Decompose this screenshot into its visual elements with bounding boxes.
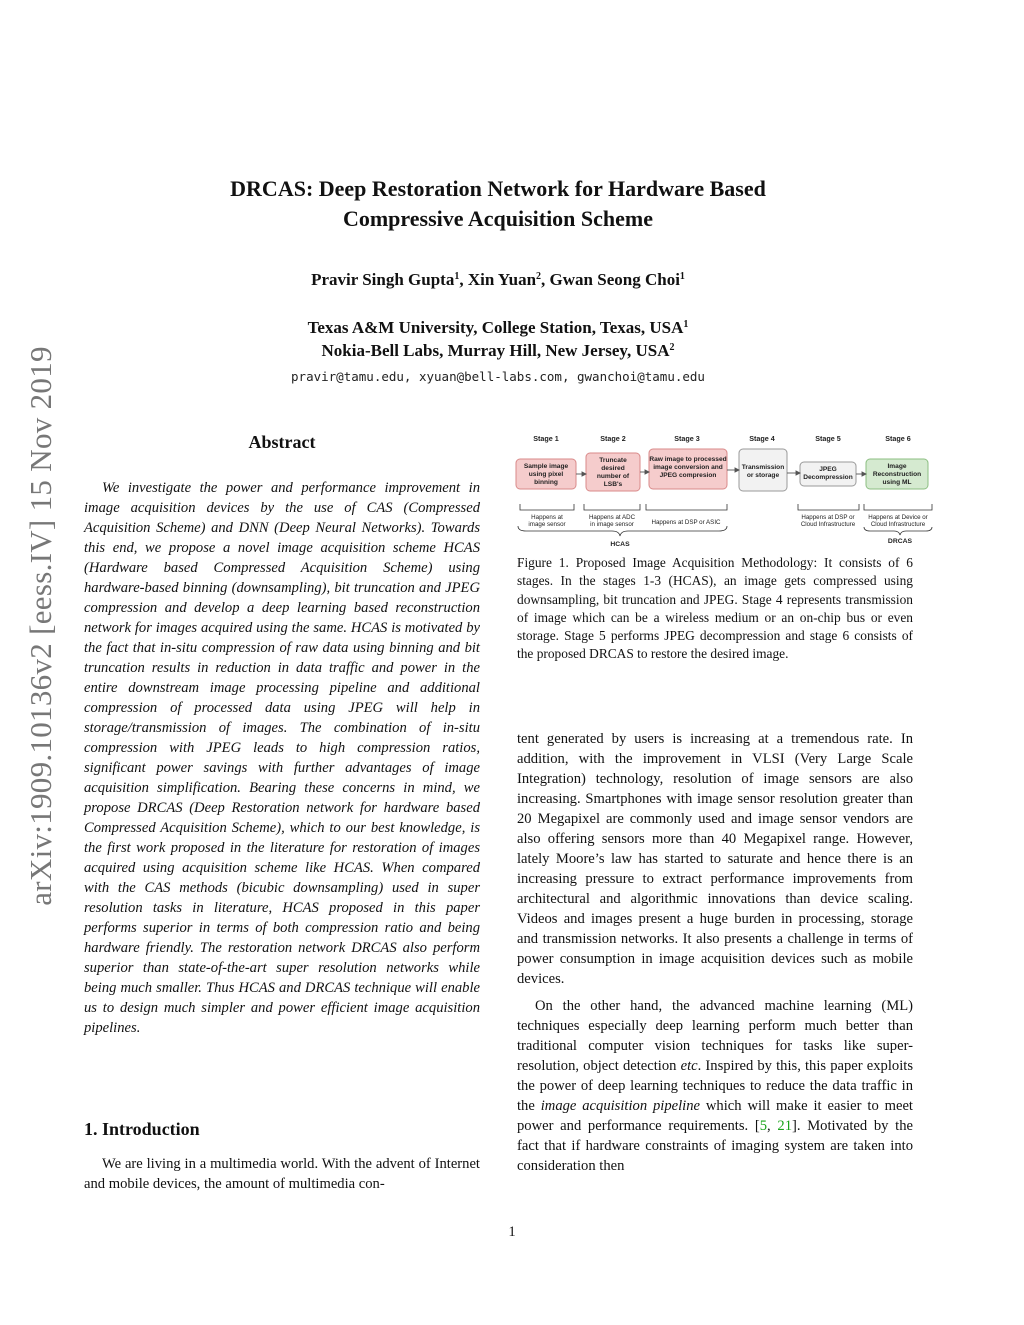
- affiliation-1-sup: 1: [683, 319, 689, 330]
- p2-etc: etc: [680, 1058, 698, 1074]
- bracket-drcas: [864, 527, 932, 535]
- affiliation-1: [120, 316, 876, 339]
- note-stage-1-line-2: image sensor: [528, 521, 566, 528]
- note-stage-2-line-2: in image sensor: [590, 521, 634, 528]
- stage-1-line-2: using pixel: [528, 471, 564, 478]
- stage-label-6: Stage 6: [885, 434, 911, 443]
- figure-1-diagram: [514, 428, 936, 552]
- stage-label-4: Stage 4: [749, 434, 775, 443]
- note-stage-3: Happens at DSP or ASIC: [651, 519, 721, 526]
- arxiv-side-stamp: arXiv:1909.10136v2 [eess.IV] 15 Nov 2019: [23, 346, 58, 906]
- author-3-sup: 1: [679, 271, 685, 282]
- title-line-1: DRCAS: Deep Restoration Network for Hardware Based: [230, 176, 766, 201]
- author-1: Pravir Singh Gupta: [311, 270, 455, 289]
- bracket-stage-5: [798, 504, 859, 510]
- author-2-sup: 2: [536, 271, 542, 282]
- stage-1-line-1: Sample image: [523, 463, 569, 470]
- stage-6-line-1: Image: [887, 463, 907, 470]
- stage-3-line-1: Raw image to processed: [649, 456, 727, 463]
- note-stage-6-line-2: Cloud Infrastructure: [870, 521, 926, 528]
- note-stage-5-line-2: Cloud Infrastructure: [800, 521, 856, 528]
- p2-pipeline-term: image acquisition pipeline: [540, 1098, 701, 1114]
- title-line-2: Compressive Acquisition Scheme: [342, 206, 654, 231]
- figure-1-caption: Figure 1. Proposed Image Acquisition Methodology: It consists of 6 stages. In the stages 1-3 (HCAS), an image gets compressed using downsampling, bit truncation and JPEG. Stage 4 represents transmission of image which can be a wireless medium or an on-chip bus or even storage. Stage 5 performs JPEG decompression and stage 6 consists of the proposed DRCAS to restore the desired image.: [517, 555, 913, 662]
- right-paragraph-2: [517, 996, 913, 1176]
- right-paragraph-1: tent generated by users is increasing at a tremendous rate. In addition, with the improvement in VLSI (Very Large Scale Integration) technology, resolution of image sensors are also increasing. Smartphones with image sensor resolution greater than 20 Megapixel are commonly used and image sensor vendors are also offering sensors more than 40 Megapixel range. However, lately Moore’s law has started to saturate and hence there is an increasing pressure to extract performance improvements from architectural and algorithmic innovations than device scaling. Videos and images present a huge burden in processing, storage and transmission networks. It also presents a challenge in terms of power consumption in image acquisition devices such as mobile devices.: [517, 731, 913, 987]
- p2-text-1: On the other hand, the advanced machine learning (ML) techniques especially deep learning perform much better than traditional computer vision techniques for tasks like super-resolution, object detection: [517, 998, 913, 1074]
- group-label-drcas: DRCAS: [887, 538, 913, 545]
- stage-2-line-3: number of: [596, 473, 630, 480]
- bracket-stage-2: [584, 504, 640, 510]
- stage-3-line-2: image conversion and: [653, 464, 723, 471]
- pipeline-diagram: [514, 428, 936, 552]
- affiliation-2-sup: 2: [669, 342, 675, 353]
- note-stage-5-line-1: Happens at DSP or: [801, 514, 855, 521]
- affiliation-2: [120, 339, 876, 362]
- stage-label-1: Stage 1: [533, 434, 559, 443]
- abstract-text: We investigate the power and performance improvement in image acquisition devices by the use of CAS (Compressed Acquisition Scheme) and DNN (Deep Neural Networks). Towards this end, we propose a novel image acquisition scheme HCAS (Hardware based Compressed Acquisition Scheme) using hardware-based binning (downsampling), bit truncation and JPEG compression and develop a deep learning based reconstruction network for images acquired using the same. HCAS is motivated by the fact that in-situ compression of raw data using binning and bit truncation results in reduction in data traffic and power in the entire downstream image processing pipeline and additional compression of processed data using JPEG will help in storage/transmission of images. The combination of in-situ compression with JPEG leads to high compression ratios, significant power savings with further advantages of image acquisition simplification. Bearing these concerns in mind, we propose DRCAS (Deep Restoration network for hardware based Compressed Acquisition Scheme), which to our best knowledge, is the first work proposed in the literature for restoration of images acquired using acquisition scheme like HCAS. When compared with the CAS methods (bicubic downsampling) used in super resolution tasks in literature, HCAS proposed in this paper performs superior in terms of both compression ratio and being hardware friendly. The restoration network DRCAS also perform superior than state-of-the-art super resolution networks while being much smaller. Thus HCAS and DRCAS technique will enable us to design much simpler and power efficient image acquisition pipelines.: [84, 480, 480, 1036]
- author-emails: pravir@tamu.edu, xyuan@bell-labs.com, gwanchoi@tamu.edu: [291, 369, 705, 384]
- stage-6-line-3: using ML: [882, 479, 912, 486]
- stage-5-line-1: JPEG: [819, 466, 837, 473]
- bracket-stage-6: [864, 504, 932, 510]
- note-stage-2-line-1: Happens at ADC: [588, 514, 636, 521]
- author-2: Xin Yuan: [467, 270, 537, 289]
- author-1-sup: 1: [454, 271, 460, 282]
- stage-2-line-1: Truncate: [599, 457, 627, 464]
- bracket-stage-3: [646, 504, 727, 510]
- author-list: Pravir Singh Gupta$^1$, Xin Yuan$^2$, Gwan Seong Choi$^1$: [311, 270, 685, 289]
- abstract-heading: Abstract: [248, 432, 316, 452]
- stage-2-line-2: desired: [601, 465, 625, 472]
- introduction-paragraph: We are living in a multimedia world. With the advent of Internet and mobile devices, the amount of multimedia con-: [84, 1156, 480, 1192]
- right-column-text: [517, 729, 913, 1176]
- group-label-hcas: HCAS: [610, 541, 630, 548]
- stage-6-line-2: Reconstruction: [872, 471, 922, 478]
- citation-separator: ,: [767, 1118, 778, 1134]
- author-3: Gwan Seong Choi: [549, 270, 680, 289]
- affiliations: [120, 316, 876, 362]
- bracket-stage-1: [520, 504, 574, 510]
- note-stage-1-line-1: Happens at: [531, 514, 563, 521]
- stage-5-line-2: Decompression: [803, 474, 853, 481]
- section-heading-introduction: 1. Introduction: [84, 1119, 200, 1139]
- citation-link-21[interactable]: 21: [777, 1118, 792, 1134]
- stage-label-3: Stage 3: [674, 434, 700, 443]
- p2-text-4: ]. Motivated by the fact that if hardware constraints of imaging system are taken into consideration then: [517, 1118, 913, 1174]
- stage-2-line-4: LSB's: [603, 481, 623, 488]
- stage-4-line-2: or storage: [746, 472, 780, 479]
- p2-text-2: . Inspired by this, this paper exploits the power of deep learning techniques to reduce the data traffic in the: [517, 1058, 913, 1114]
- note-stage-6-line-1: Happens at Device or: [868, 514, 928, 521]
- page-number: 1: [508, 1224, 516, 1240]
- stage-label-2: Stage 2: [600, 434, 626, 443]
- stage-4-line-1: Transmission: [741, 464, 785, 471]
- stage-3-line-3: JPEG compresion: [659, 472, 717, 479]
- paper-title: [120, 174, 876, 234]
- affiliation-2-text: Nokia-Bell Labs, Murray Hill, New Jersey, USA: [321, 341, 670, 360]
- p2-text-3: which will make it easier to meet power and performance requirements. [: [517, 1098, 913, 1134]
- citation-link-5[interactable]: 5: [759, 1118, 768, 1134]
- stage-label-5: Stage 5: [815, 434, 841, 443]
- affiliation-1-text: Texas A&M University, College Station, Texas, USA: [307, 318, 684, 337]
- stage-1-line-3: binning: [534, 479, 558, 486]
